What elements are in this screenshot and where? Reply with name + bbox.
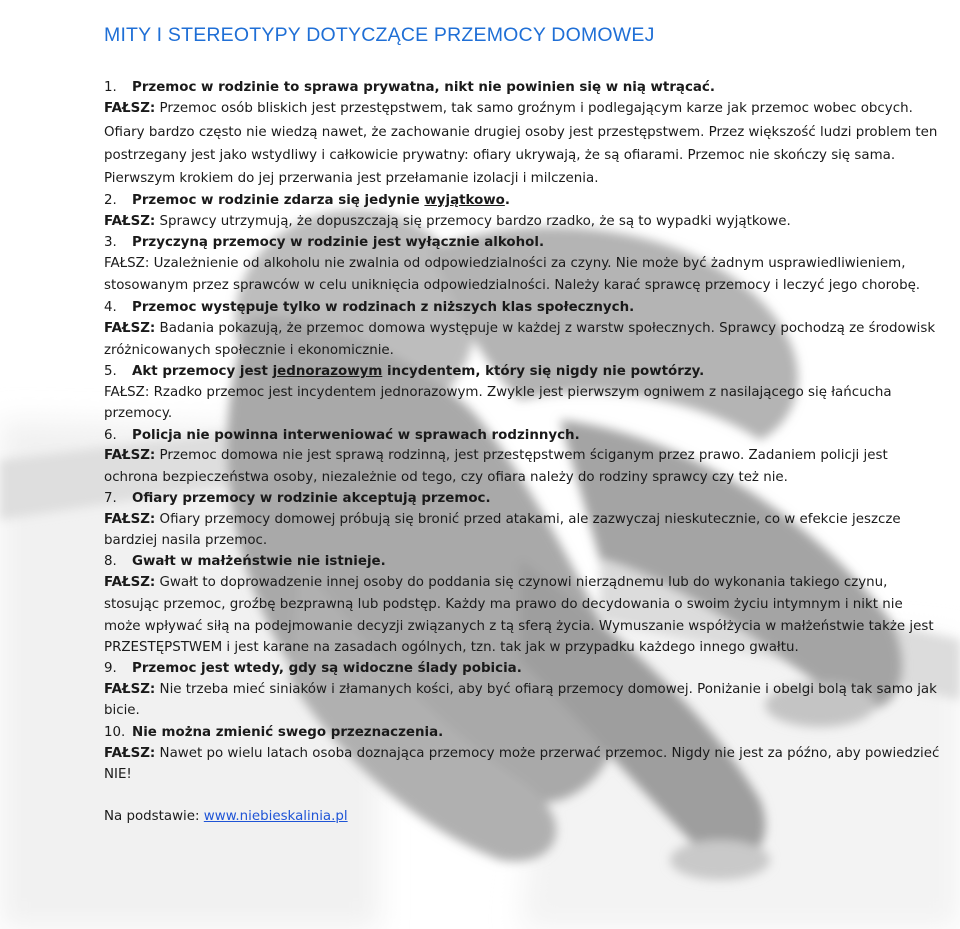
myth-answer: FAŁSZ: Gwałt to doprowadzenie innej osoby do poddania się czynowi nierządnemu lub do wykonania takiego czynu, (104, 575, 888, 590)
source-label: Na podstawie: (104, 809, 204, 824)
false-label: FAŁSZ: (104, 575, 156, 590)
myth-answer-line: PRZESTĘPSTWEM i jest karane na zasadach ogólnych, tzn. tak jak w przypadku każdego innego gwałtu. (104, 640, 799, 655)
myth-answer: FAŁSZ: Nie trzeba mieć siniaków i złamanych kości, aby być ofiarą przemocy domowej. Poniżanie i obelgi bolą tak samo jak (104, 682, 937, 697)
myth-answer: FAŁSZ: Uzależnienie od alkoholu nie zwalnia od odpowiedzialności za czyny. Nie może być żadnym usprawiedliwieniem, (104, 256, 906, 271)
myth-answer-line: zróżnicowanych społecznie i ekonomicznie. (104, 343, 394, 358)
false-label: FAŁSZ: (104, 101, 156, 116)
myth-answer-line: postrzegany jest jako wstydliwy i całkowicie prywatny: ofiary ukrywają, że są ofiarami. Przemoc nie skończy się sama. (104, 148, 896, 163)
myth-question: 6. Policja nie powinna interweniować w sprawach rodzinnych. (104, 428, 580, 443)
myth-answer: FAŁSZ: Przemoc domowa nie jest sprawą rodzinną, jest przestępstwem ściganym przez prawo. Zadaniem policji jest (104, 448, 888, 463)
myth-answer-line: bicie. (104, 703, 140, 718)
myth-question: 5. Akt przemocy jest jednorazowym incydentem, który się nigdy nie powtórzy. (104, 364, 705, 379)
false-label: FAŁSZ: (104, 682, 156, 697)
myth-answer-line: NIE! (104, 767, 132, 782)
myth-answer: FAŁSZ: Badania pokazują, że przemoc domowa występuje w każdej z warstw społecznych. Sprawcy pochodzą ze środowisk (104, 321, 936, 336)
myth-number: 1. (104, 80, 117, 95)
myth-answer-line: Pierwszym krokiem do jej przerwania jest przełamanie izolacji i milczenia. (104, 171, 599, 186)
myth-question: 10. Nie można zmienić swego przeznaczenia. (104, 725, 444, 740)
myth-answer-line: stosowanym przez sprawców w celu uniknięcia odpowiedzialności. Należy karać sprawcę przemocy i leczyć jego chorobę. (104, 278, 921, 293)
source-note (104, 806, 348, 827)
myth-question: 3. Przyczyną przemocy w rodzinie jest wyłącznie alkohol. (104, 235, 545, 250)
false-label: FAŁSZ: (104, 746, 156, 761)
false-label: FAŁSZ: (104, 512, 156, 527)
false-label: FAŁSZ: (104, 214, 156, 229)
myth-answer: FAŁSZ: Sprawcy utrzymują, że dopuszczają się przemocy bardzo rzadko, że są to wypadki wyjątkowe. (104, 214, 791, 229)
myth-answer-line: przemocy. (104, 406, 173, 421)
source-link[interactable]: www.niebieskalinia.pl (203, 809, 348, 824)
myth-answer-line: może wpływać siłą na podejmowanie decyzji związanych z tą sferą życia. Wymuszanie współżycia w małżeństwie także jest (104, 619, 934, 634)
false-label: FAŁSZ: (104, 256, 150, 271)
myth-answer: FAŁSZ: Rzadko przemoc jest incydentem jednorazowym. Zwykle jest pierwszym ogniwem z nasilającego się łańcucha (104, 385, 892, 400)
page-title: MITY I STEREOTYPY DOTYCZĄCE PRZEMOCY DOMOWEJ (104, 24, 655, 46)
myth-answer: FAŁSZ: Przemoc osób bliskich jest przestępstwem, tak samo groźnym i podlegającym karze jak przemoc wobec obcych. (104, 101, 913, 116)
myth-answer-line: bardziej nasila przemoc. (104, 533, 268, 548)
false-label: FAŁSZ: (104, 385, 150, 400)
myth-question: 8. Gwałt w małżeństwie nie istnieje. (104, 554, 386, 569)
myth-answer: FAŁSZ: Ofiary przemocy domowej próbują się bronić przed atakami, ale zazwyczaj nieskutecznie, co w efekcie jeszcze (104, 512, 901, 527)
myth-question: 2. Przemoc w rodzinie zdarza się jedynie wyjątkowo. (104, 193, 510, 208)
false-label: FAŁSZ: (104, 321, 156, 336)
myth-answer-line: Ofiary bardzo często nie wiedzą nawet, że zachowanie drugiej osoby jest przestępstwem. Przez większość ludzi problem ten (104, 125, 938, 140)
myth-answer-line: ochrona bezpieczeństwa osoby, niezależnie od tego, czy ofiara należy do rodziny sprawcy czy też nie. (104, 470, 788, 485)
myth-answer-line: stosując przemoc, groźbę bezprawną lub podstęp. Każdy ma prawo do decydowania o swoim życiu intymnym i nikt nie (104, 597, 903, 612)
myth-answer: FAŁSZ: Nawet po wielu latach osoba doznająca przemocy może przerwać przemoc. Nigdy nie jest za późno, aby powiedzieć (104, 746, 940, 761)
myth-question: 7. Ofiary przemocy w rodzinie akceptują przemoc. (104, 491, 491, 506)
myth-question: 9. Przemoc jest wtedy, gdy są widoczne ślady pobicia. (104, 661, 522, 676)
false-label: FAŁSZ: (104, 448, 156, 463)
myth-question: 1. Przemoc w rodzinie to sprawa prywatna, nikt nie powinien się w nią wtrącać. (104, 77, 715, 98)
myth-question: 4. Przemoc występuje tylko w rodzinach z niższych klas społecznych. (104, 300, 635, 315)
